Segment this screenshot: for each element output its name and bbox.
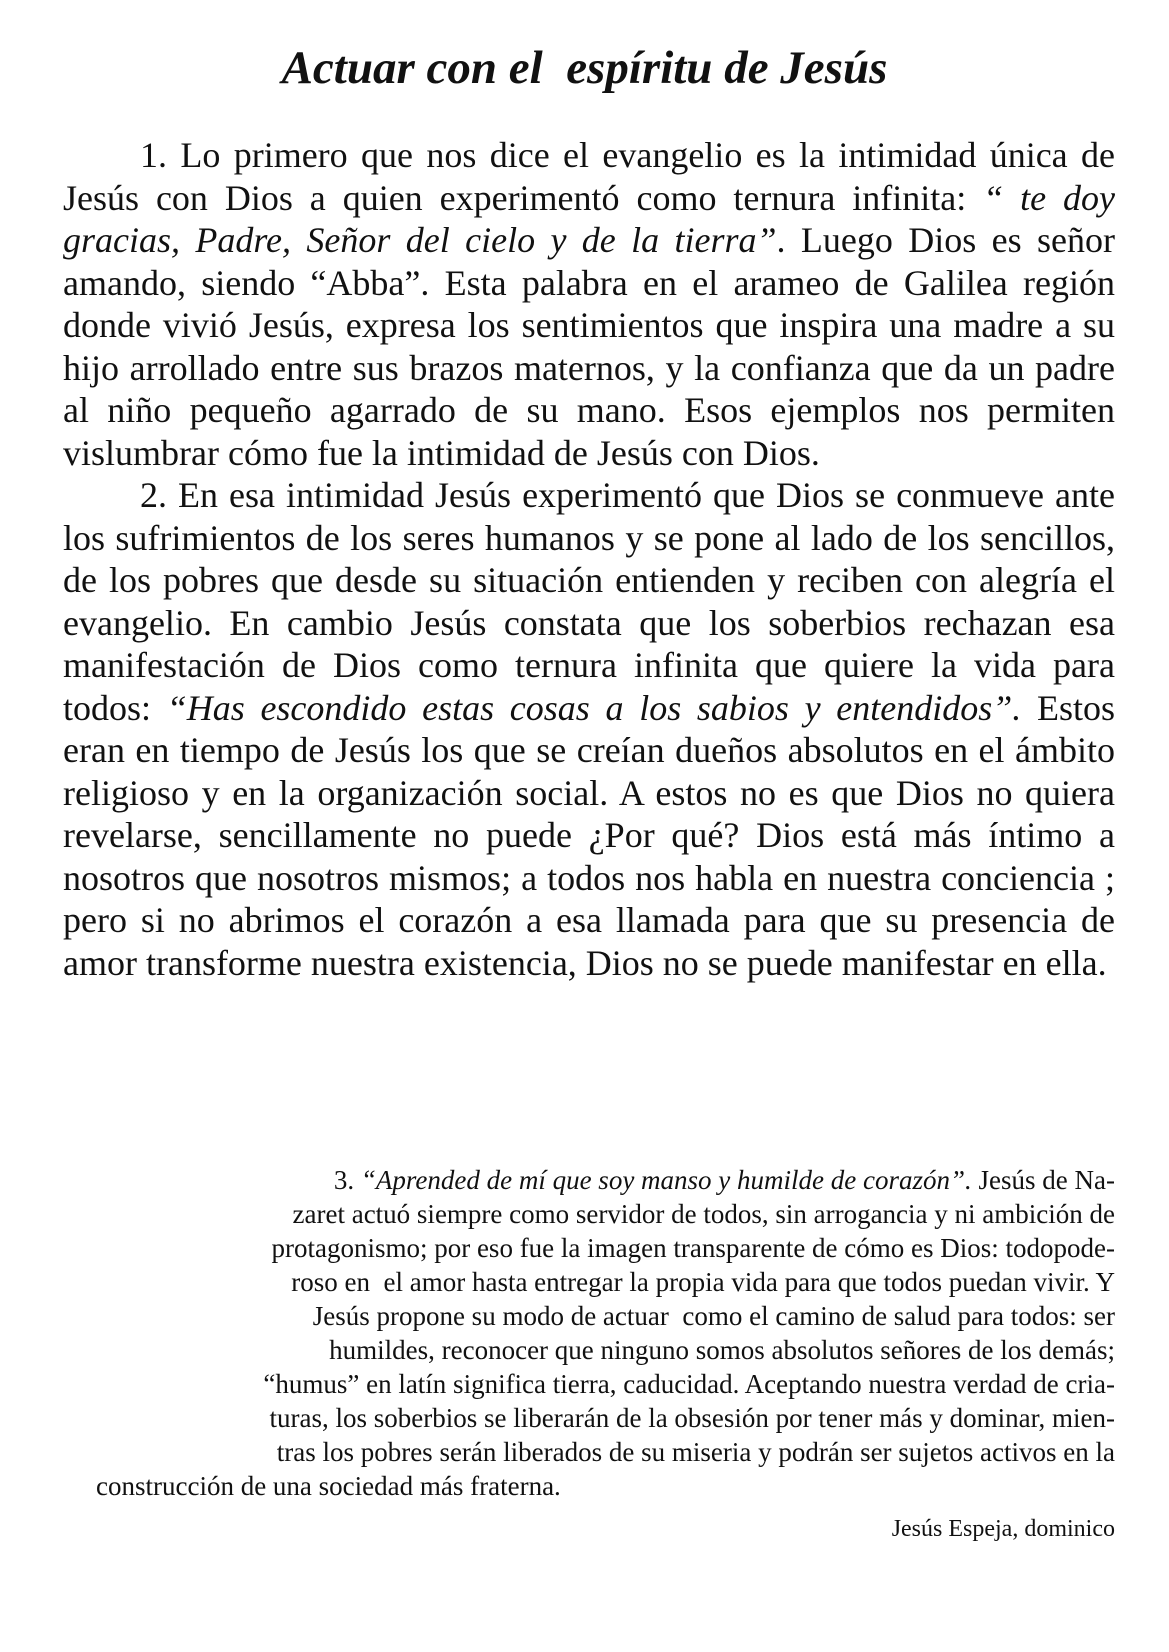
paragraph-3-line (63, 1163, 1115, 1197)
paragraph-3-line: Jesús propone su modo de actuar como el camino de salud para todos: ser (312, 1301, 1115, 1331)
paragraph-3-line: humildes, reconocer que ninguno somos absolutos señores de los demás; (329, 1335, 1115, 1365)
author-signature: Jesús Espeja, dominico (891, 1516, 1115, 1542)
paragraph-2-quote: “Has escondido estas cosas a los sabios y entendidos”. (166, 687, 1022, 728)
paragraph-3-line: zaret actuó siempre como servidor de todos, sin arrogancia y ni ambición de (292, 1199, 1115, 1229)
paragraph-3-quote: “Aprended de mí que soy manso y humilde de corazón”. (360, 1165, 972, 1195)
paragraph-2 (63, 474, 1115, 984)
paragraph-3-number: 3. (333, 1165, 361, 1195)
paragraph-3-last-line: construcción de una sociedad más fraterna. (96, 1471, 561, 1501)
paragraph-3-line: tras los pobres serán liberados de su miseria y podrán ser sujetos activos en la (276, 1437, 1115, 1467)
paragraph-2-intro: 2. En esa intimidad Jesús experimentó que Dios se conmueve ante los sufrimientos de los seres humanos y se pone al lado de los sencillos, de los pobres que desde su situación entienden y reciben con alegría el evangelio. En cambio Jesús constata que los soberbios rechazan esa manifestación de Dios como ternura infinita que quiere la vida para todos: (63, 475, 1115, 728)
paragraph-1-intro: 1. Lo primero que nos dice el evangelio es la intimidad única de Jesús con Dios a quien experimentó como ternura infinita: (63, 135, 1115, 218)
paragraph-1-quote: “ te doy gracias, Padre, Señor del cielo y de la tierra” (63, 177, 1115, 260)
paragraph-3-line: roso en el amor hasta entregar la propia vida para que todos puedan vivir. Y (291, 1267, 1115, 1297)
paragraph-2-rest: Estos eran en tiempo de Jesús los que se creían dueños absolutos en el ámbito religioso y en la organización social. A estos no es que Dios no quiera revelarse, sencillamente no puede ¿Por qué? Dios está más íntimo a nosotros que nosotros mismos; a todos nos habla en nuestra conciencia ; pero si no abrimos el corazón a esa llamada para que su presencia de amor transforme nuestra existencia, Dios no se puede manifestar en ella. (63, 687, 1116, 983)
paragraph-3-first-line-rest: Jesús de Na- (971, 1165, 1115, 1195)
paragraph-3-line: “humus” en latín significa tierra, caducidad. Aceptando nuestra verdad de cria- (263, 1369, 1115, 1399)
paragraph-3-line: protagonismo; por eso fue la imagen transparente de cómo es Dios: todopode- (271, 1233, 1115, 1263)
paragraph-3-line: turas, los soberbios se liberarán de la obsesión por tener más y dominar, mien- (269, 1403, 1115, 1433)
paragraph-1 (63, 134, 1115, 474)
paragraph-3 (63, 1163, 1115, 1503)
paragraph-1-rest: . Luego Dios es señor amando, siendo “Abba”. Esta palabra en el arameo de Galilea región donde vivió Jesús, expresa los sentimientos que inspira una madre a su hijo arrollado entre sus brazos maternos, y la confianza que da un padre al niño pequeño agarrado de su mano. Esos ejemplos nos permiten vislumbrar cómo fue la intimidad de Jesús con Dios. (63, 220, 1115, 473)
page-title: Actuar con el espíritu de Jesús (281, 42, 888, 94)
main-text (63, 134, 1115, 984)
